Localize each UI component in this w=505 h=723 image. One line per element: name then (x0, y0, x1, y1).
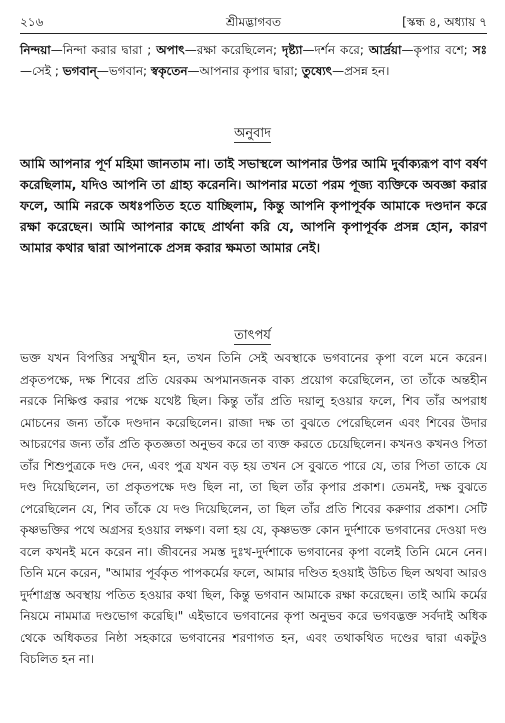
synonym-entry: তুষ্যেৎ—প্রসন্ন হন। (301, 64, 390, 78)
synonym-entry: অপাৎ—রক্ষা করেছিলেন; (156, 43, 283, 57)
synonym-entry: আর্দ্রয়া—কৃপার বশে; (368, 43, 473, 57)
synonym-word: দৃষ্ট্যা (282, 43, 303, 57)
synonym-meaning: রক্ষা করেছিলেন (196, 43, 273, 57)
synonym-meaning: আপনার কৃপার দ্বারা (199, 64, 294, 78)
synonym-word: সঃ (472, 43, 488, 57)
header-rule (20, 33, 487, 34)
purport-paragraph: ভক্ত যখন বিপত্তির সম্মুখীন হন, তখন তিনি সেই অবস্থাকে ভগবানের কৃপা বলে মনে করেন। প্রকৃতপক্ষে, দক্ষ শিবের প্রতি যেরকম অপমানজনক বাক্য প্রয়োগ করেছিলেন, তা তাঁকে অন্তহীন নরকে নিক্ষিপ্ত করার পক্ষে যথেষ্ট ছিল। কিন্তু তাঁর প্রতি দয়ালু হওয়ার ফলে, শিব তাঁর অপরাধ মোচনের জন্য তাঁকে দণ্ডদান করেছিলেন। রাজা দক্ষ তা বুঝতে পেরেছিলেন এবং শিবের উদার আচরণের জন্য তাঁর প্রতি কৃতজ্ঞতা অনুভব করে তা ব্যক্ত করতে চেয়েছিলেন। কখনও কখনও পিতা তাঁর শিশুপুত্রকে দণ্ড দেন, এবং পুত্র যখন বড় হয় তখন সে বুঝতে পারে যে, তার পিতা তাকে যে দণ্ড দিয়েছিলেন, তা প্রকৃতপক্ষে দণ্ড ছিল না, তা ছিল তাঁর কৃপার প্রকাশ। তেমনই, দক্ষ বুঝতে পেরেছিলেন যে, শিব তাঁকে যে দণ্ড দিয়েছিলেন, তা ছিল তাঁর প্রতি শিবের করুণার প্রকাশ। সেটি কৃষ্ণভক্তির পথে অগ্রসর হওয়ার লক্ষণ। বলা হয় যে, কৃষ্ণভক্ত কোন দুর্দশাকে ভগবানের দেওয়া দণ্ড বলে কখনই মনে করেন না। জীবনের সমস্ত দুঃখ-দুর্দশাকে ভগবানের কৃপা বলেই তিনি মেনে নেন। তিনি মনে করেন, "আমার পূর্বকৃত পাপকর্মের ফলে, আমার দণ্ডিত হওয়াই উচিত ছিল অথবা আরও দুর্দশাগ্রস্ত অবস্থায় পতিত হওয়ার কথা ছিল, কিন্তু ভগবান আমাকে রক্ষা করেছেন। তাই আমি কর্মের নিয়মে নামমাত্র দণ্ডভোগ করেছি।" এইভাবে ভগবানের কৃপা অনুভব করে ভগবদ্ভক্ত সর্বদাই অধিক থেকে অধিকতর নিষ্ঠা সহকারে ভগবানের শরণাগত হন, এবং তথাকথিত দণ্ডের দ্বারা একটুও বিচলিত হন না। (20, 351, 487, 666)
page-number: ২১৬ (20, 15, 44, 29)
purport-heading: তাৎপর্য (234, 328, 271, 343)
synonym-entry: স্বকৃতেন—আপনার কৃপার দ্বারা; (150, 64, 302, 78)
synonym-entry: নিন্দয়া—নিন্দা করার দ্বারা ; (20, 43, 157, 57)
synonym-word: তুষ্যেৎ (301, 64, 333, 78)
synonym-meaning: প্রসন্ন হন। (344, 64, 390, 78)
word-for-word-synonyms (20, 40, 487, 82)
chapter-reference: [স্কন্ধ ৪, অধ্যায় ৭ (402, 15, 487, 29)
synonym-meaning: ভগবান (108, 64, 143, 78)
synonym-meaning: সেই (32, 64, 52, 78)
synonym-word: অপাৎ (156, 43, 185, 57)
running-title: শ্রীমদ্ভাগবত (225, 15, 281, 29)
synonym-word: স্বকৃতেন (150, 64, 188, 78)
translation-text: আমি আপনার পূর্ণ মহিমা জানতাম না। তাই সভাস্থলে আপনার উপর আমি দুর্বাক্যরূপ বাণ বর্ষণ করেছিলাম, যদিও আপনি তা গ্রাহ্য করেননি। আপনার মতো পরম পূজ্য ব্যক্তিকে অবজ্ঞা করার ফলে, আমি নরকে অধঃপতিত হতে যাচ্ছিলাম, কিন্তু আপনি কৃপাপূর্বক আমাকে দণ্ডদান করে রক্ষা করেছেন। আমি আপনার কাছে প্রার্থনা করি যে, আপনি কৃপাপূর্বক প্রসন্ন হোন, কারণ আমার কথার দ্বারা আপনাকে প্রসন্ন করার ক্ষমতা আমার নেই। (20, 156, 487, 255)
synonym-meaning: দর্শন করে (314, 43, 360, 57)
synonym-entry: ভগবান্—ভগবান; (62, 64, 151, 78)
translation-heading: অনুবাদ (234, 126, 271, 141)
synonym-meaning: কৃপার বশে (413, 43, 464, 57)
purport-text (20, 348, 487, 671)
synonym-entry: দৃষ্ট্যা—দর্শন করে; (282, 43, 369, 57)
synonym-meaning: নিন্দা করার দ্বারা (62, 43, 143, 57)
synonym-word: ভগবান্ (62, 64, 97, 78)
synonym-word: নিন্দয়া (20, 43, 51, 57)
synonym-word: আর্দ্রয়া (368, 43, 402, 57)
synonym-entry: সঃ—সেই ; (20, 43, 488, 78)
